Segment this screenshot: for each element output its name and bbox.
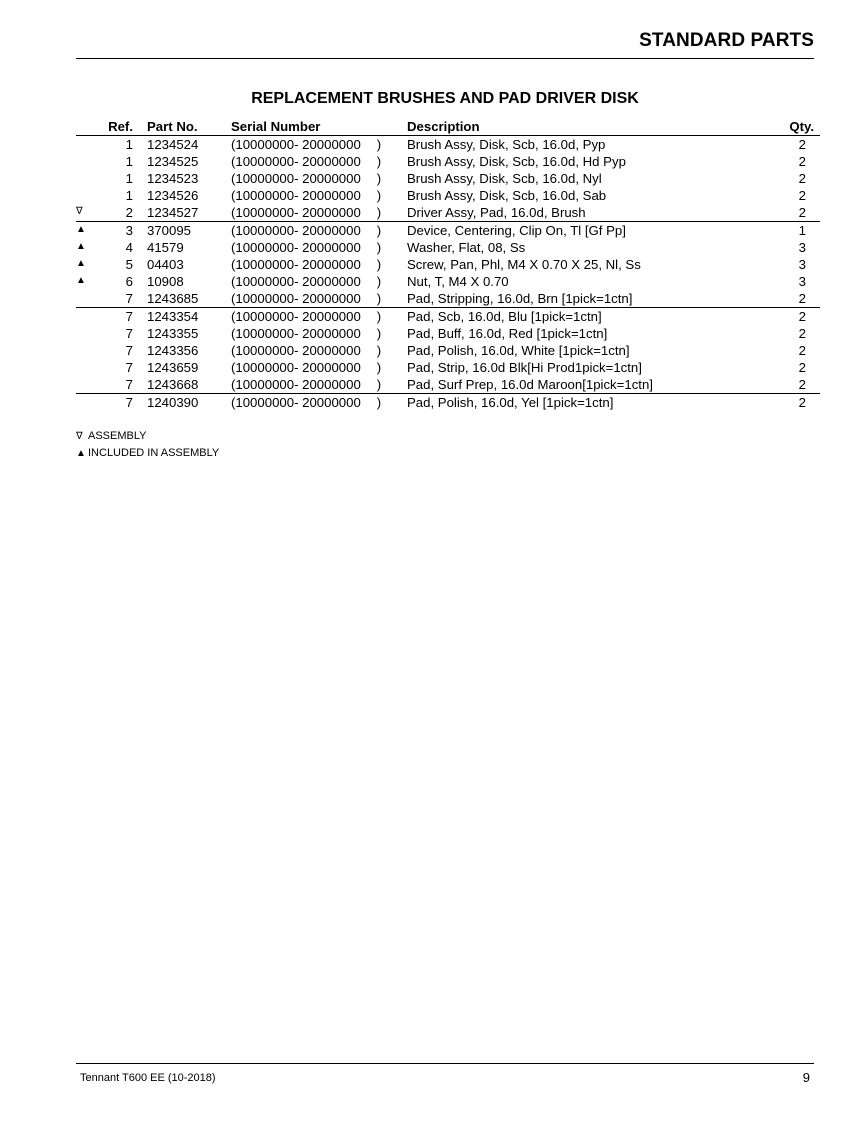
cell-ref: 7 (125, 394, 133, 410)
cell-ref: 7 (125, 376, 133, 392)
cell-serial-number (231, 342, 407, 359)
serial-range: (10000000- 20000000 (231, 308, 361, 324)
cell-description: Brush Assy, Disk, Scb, 16.0d, Pyp (407, 136, 606, 152)
serial-range: (10000000- 20000000 (231, 273, 361, 289)
cell-qty: 2 (798, 308, 806, 324)
cell-ref: 4 (125, 239, 133, 255)
cell-serial-number (231, 394, 407, 412)
column-header-mark (76, 118, 96, 136)
cell-qty: 2 (798, 342, 806, 358)
cell-ref: 7 (125, 359, 133, 375)
cell-serial-number (231, 359, 407, 376)
table-row (76, 170, 820, 187)
serial-range: (10000000- 20000000 (231, 359, 361, 375)
cell-description: Device, Centering, Clip On, Tl [Gf Pp] (407, 222, 626, 238)
cell-ref: 2 (125, 204, 133, 220)
included-symbol-icon: ▲ (76, 448, 86, 459)
row-mark-glyph: ∇ (76, 205, 83, 217)
row-mark-icon (76, 359, 96, 376)
cell-qty: 2 (798, 204, 806, 220)
cell-qty: 1 (798, 222, 806, 238)
table-row (76, 239, 820, 256)
cell-description: Pad, Strip, 16.0d Blk[Hi Prod1pick=1ctn] (407, 359, 642, 375)
cell-qty: 3 (798, 256, 806, 272)
assembly-symbol-icon: ∇ (76, 431, 83, 442)
row-mark-icon (76, 308, 96, 326)
cell-ref: 1 (125, 170, 133, 186)
serial-close-paren: ) (376, 273, 382, 289)
cell-ref: 7 (125, 342, 133, 358)
serial-close-paren: ) (376, 187, 382, 203)
cell-part-no: 1243668 (147, 376, 199, 392)
column-header-ref: Ref. (108, 118, 133, 134)
serial-range: (10000000- 20000000 (231, 136, 361, 152)
cell-qty: 2 (798, 187, 806, 203)
serial-close-paren: ) (376, 376, 382, 392)
row-mark-icon (76, 376, 96, 394)
table-row (76, 256, 820, 273)
cell-description: Pad, Buff, 16.0d, Red [1pick=1ctn] (407, 325, 608, 341)
header-divider (76, 58, 814, 59)
serial-close-paren: ) (376, 290, 382, 306)
table-row (76, 222, 820, 240)
row-mark-icon (76, 342, 96, 359)
serial-range: (10000000- 20000000 (231, 325, 361, 341)
table-row (76, 273, 820, 290)
row-mark-icon (76, 204, 96, 222)
cell-description: Brush Assy, Disk, Scb, 16.0d, Hd Pyp (407, 153, 626, 169)
row-mark-glyph: ▲ (76, 257, 86, 269)
cell-serial-number (231, 136, 407, 154)
table-row (76, 204, 820, 222)
cell-qty: 2 (798, 325, 806, 341)
serial-range: (10000000- 20000000 (231, 187, 361, 203)
cell-description: Brush Assy, Disk, Scb, 16.0d, Sab (407, 187, 607, 203)
serial-range: (10000000- 20000000 (231, 376, 361, 392)
cell-ref: 7 (125, 325, 133, 341)
serial-range: (10000000- 20000000 (231, 204, 361, 220)
serial-close-paren: ) (376, 136, 382, 152)
cell-qty: 2 (798, 153, 806, 169)
row-mark-icon (76, 153, 96, 170)
legend-included-label: INCLUDED IN ASSEMBLY (88, 447, 220, 459)
table-row (76, 308, 820, 326)
cell-serial-number (231, 222, 407, 240)
cell-part-no: 1234527 (147, 204, 199, 220)
serial-close-paren: ) (376, 153, 382, 169)
cell-part-no: 41579 (147, 239, 184, 255)
serial-range: (10000000- 20000000 (231, 222, 361, 238)
parts-table-body (76, 136, 820, 412)
cell-ref: 1 (125, 153, 133, 169)
cell-serial-number (231, 325, 407, 342)
serial-close-paren: ) (376, 256, 382, 272)
cell-ref: 1 (125, 187, 133, 203)
footer-document-id: Tennant T600 EE (10-2018) (80, 1072, 216, 1084)
cell-description: Pad, Surf Prep, 16.0d Maroon[1pick=1ctn] (407, 376, 653, 392)
column-header-description: Description (407, 118, 480, 134)
column-header-part-no: Part No. (147, 118, 198, 134)
footer-page-number: 9 (802, 1070, 810, 1085)
cell-description: Pad, Stripping, 16.0d, Brn [1pick=1ctn] (407, 290, 633, 306)
column-header-qty: Qty. (789, 118, 814, 134)
row-mark-icon (76, 290, 96, 308)
table-row (76, 187, 820, 204)
cell-part-no: 1243685 (147, 290, 199, 306)
cell-serial-number (231, 239, 407, 256)
cell-part-no: 370095 (147, 222, 192, 238)
cell-part-no: 1243355 (147, 325, 199, 341)
cell-description: Nut, T, M4 X 0.70 (407, 273, 509, 289)
cell-qty: 2 (798, 136, 806, 152)
cell-ref: 1 (125, 136, 133, 152)
cell-serial-number (231, 153, 407, 170)
cell-ref: 6 (125, 273, 133, 289)
row-mark-icon (76, 256, 96, 273)
cell-part-no: 1243354 (147, 308, 199, 324)
cell-serial-number (231, 187, 407, 204)
cell-qty: 2 (798, 170, 806, 186)
table-row (76, 290, 820, 308)
cell-qty: 2 (798, 376, 806, 392)
cell-description: Brush Assy, Disk, Scb, 16.0d, Nyl (407, 170, 602, 186)
cell-part-no: 1240390 (147, 394, 199, 410)
section-title: REPLACEMENT BRUSHES AND PAD DRIVER DISK (251, 90, 639, 107)
cell-description: Pad, Scb, 16.0d, Blu [1pick=1ctn] (407, 308, 602, 324)
cell-description: Screw, Pan, Phl, M4 X 0.70 X 25, Nl, Ss (407, 256, 641, 272)
serial-close-paren: ) (376, 239, 382, 255)
cell-part-no: 1234526 (147, 187, 199, 203)
table-row (76, 325, 820, 342)
cell-description: Pad, Polish, 16.0d, White [1pick=1ctn] (407, 342, 630, 358)
footer-divider (76, 1063, 814, 1064)
serial-close-paren: ) (376, 325, 382, 341)
cell-qty: 3 (798, 239, 806, 255)
serial-close-paren: ) (376, 342, 382, 358)
serial-range: (10000000- 20000000 (231, 256, 361, 272)
parts-table (76, 118, 820, 411)
cell-part-no: 04403 (147, 256, 184, 272)
cell-qty: 2 (798, 359, 806, 375)
legend-included (76, 445, 219, 462)
row-mark-icon (76, 325, 96, 342)
cell-part-no: 1234523 (147, 170, 199, 186)
cell-serial-number (231, 204, 407, 222)
cell-serial-number (231, 170, 407, 187)
cell-qty: 3 (798, 273, 806, 289)
cell-serial-number (231, 308, 407, 326)
row-mark-icon (76, 136, 96, 154)
serial-close-paren: ) (376, 170, 382, 186)
cell-serial-number (231, 376, 407, 394)
serial-range: (10000000- 20000000 (231, 290, 361, 306)
cell-serial-number (231, 256, 407, 273)
cell-qty: 2 (798, 394, 806, 410)
serial-range: (10000000- 20000000 (231, 170, 361, 186)
row-mark-glyph: ▲ (76, 274, 86, 286)
row-mark-icon (76, 239, 96, 256)
serial-close-paren: ) (376, 308, 382, 324)
table-row (76, 342, 820, 359)
cell-qty: 2 (798, 290, 806, 306)
cell-ref: 7 (125, 308, 133, 324)
legend (76, 428, 219, 462)
serial-range: (10000000- 20000000 (231, 394, 361, 410)
row-mark-icon (76, 170, 96, 187)
serial-close-paren: ) (376, 359, 382, 375)
cell-serial-number (231, 290, 407, 308)
cell-part-no: 1243356 (147, 342, 199, 358)
cell-ref: 5 (125, 256, 133, 272)
cell-description: Driver Assy, Pad, 16.0d, Brush (407, 204, 586, 220)
table-row (76, 136, 820, 154)
cell-serial-number (231, 273, 407, 290)
row-mark-glyph: ▲ (76, 240, 86, 252)
serial-close-paren: ) (376, 394, 382, 410)
cell-description: Washer, Flat, 08, Ss (407, 239, 526, 255)
cell-description: Pad, Polish, 16.0d, Yel [1pick=1ctn] (407, 394, 614, 410)
page-header-title: STANDARD PARTS (639, 30, 814, 51)
table-row (76, 376, 820, 394)
legend-assembly-label: ASSEMBLY (88, 430, 147, 442)
row-mark-icon (76, 273, 96, 290)
table-header-row (76, 118, 820, 136)
cell-part-no: 1234525 (147, 153, 199, 169)
row-mark-icon (76, 394, 96, 412)
table-row (76, 153, 820, 170)
row-mark-icon (76, 222, 96, 240)
cell-ref: 3 (125, 222, 133, 238)
row-mark-icon (76, 187, 96, 204)
legend-assembly (76, 428, 219, 445)
column-header-serial-number: Serial Number (231, 118, 321, 134)
table-row (76, 359, 820, 376)
cell-part-no: 10908 (147, 273, 184, 289)
cell-part-no: 1243659 (147, 359, 199, 375)
table-row (76, 394, 820, 412)
row-mark-glyph: ▲ (76, 223, 86, 235)
cell-ref: 7 (125, 290, 133, 306)
serial-range: (10000000- 20000000 (231, 342, 361, 358)
serial-range: (10000000- 20000000 (231, 153, 361, 169)
serial-close-paren: ) (376, 222, 382, 238)
serial-range: (10000000- 20000000 (231, 239, 361, 255)
serial-close-paren: ) (376, 204, 382, 220)
cell-part-no: 1234524 (147, 136, 199, 152)
